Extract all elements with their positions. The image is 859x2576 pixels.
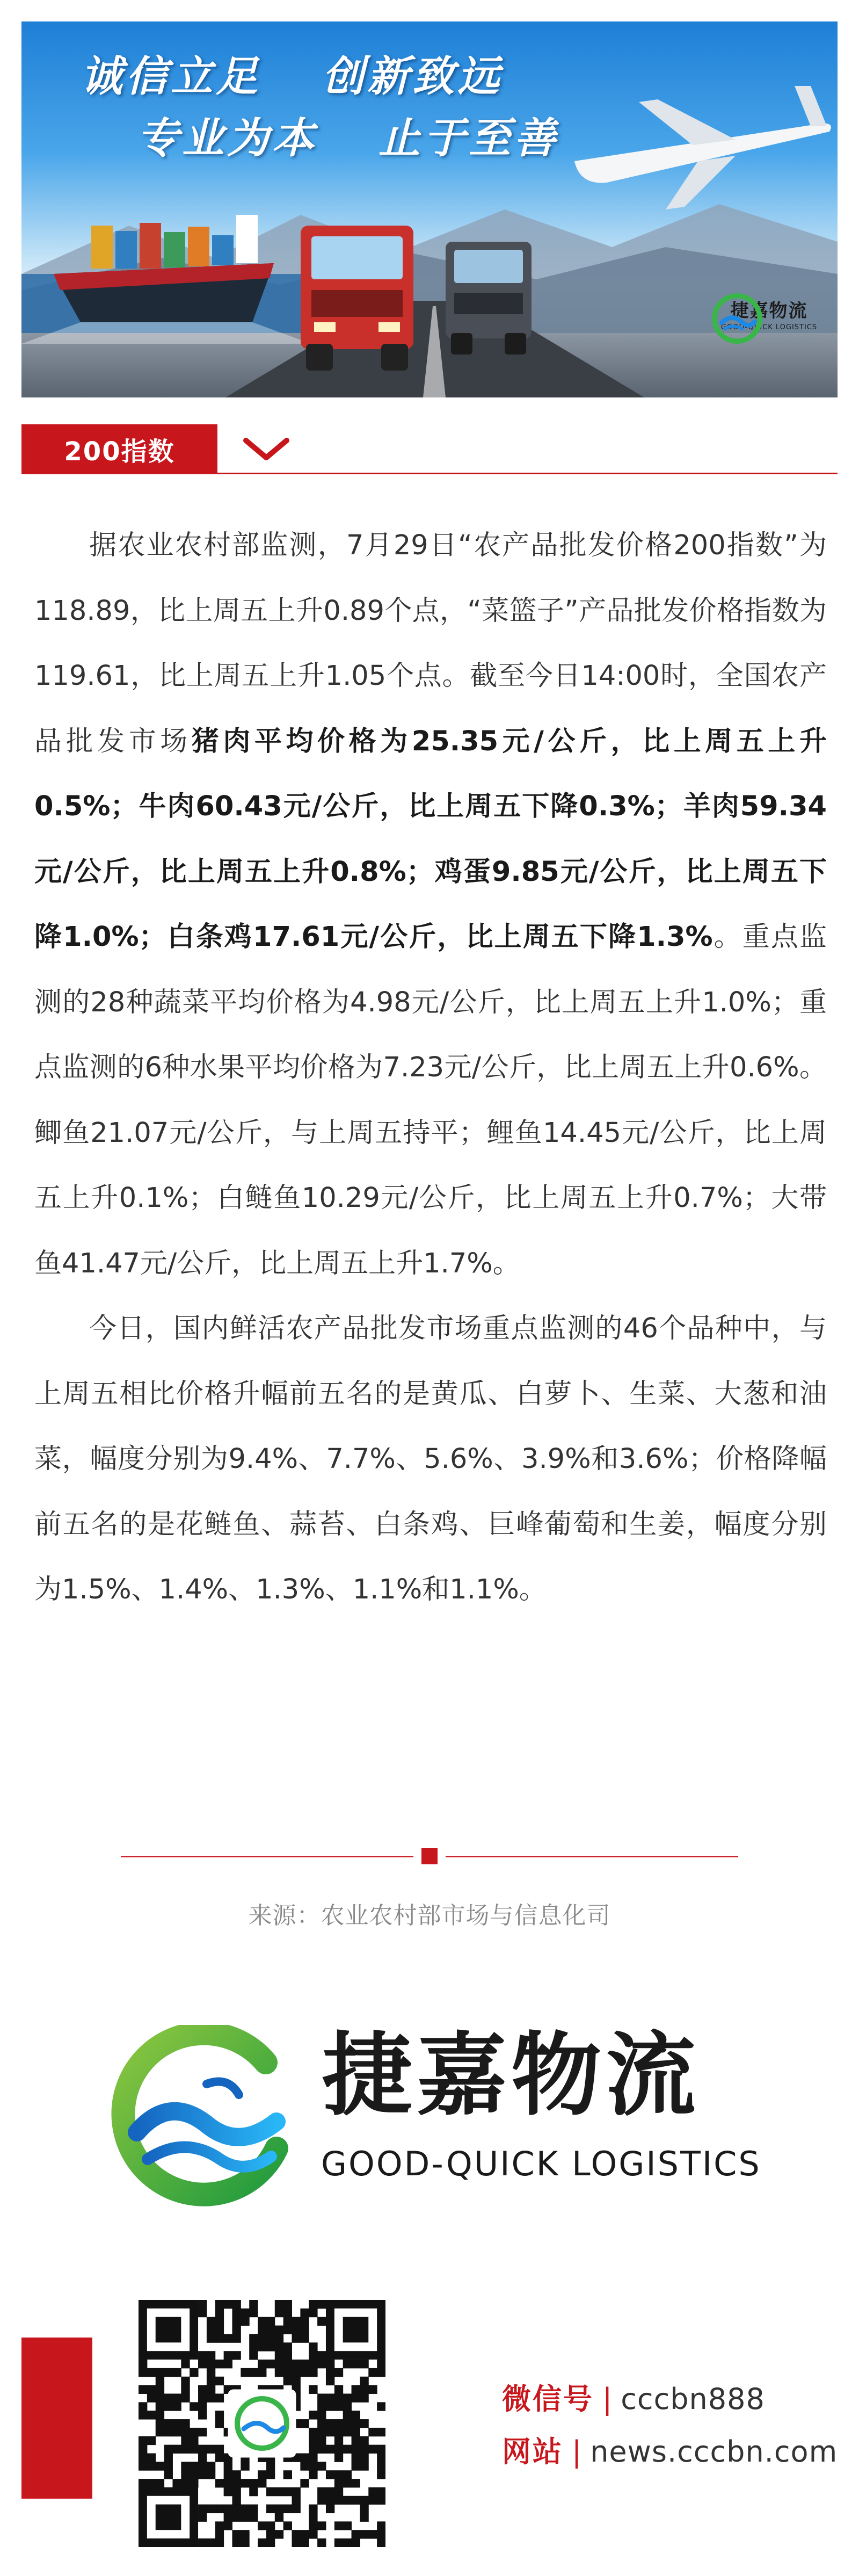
slogan-1: 诚信立足 [81, 52, 261, 101]
section-rule [21, 473, 838, 474]
wechat-label: 微信号 [502, 2382, 594, 2416]
banner-logo [711, 293, 827, 389]
truck-icon-2 [446, 242, 532, 354]
banner-logo-en: GOOD-QUICK LOGISTICS [720, 323, 818, 331]
slogan-3: 专业为本 [137, 114, 318, 163]
contact-block [502, 2373, 838, 2478]
divider-right [446, 1856, 738, 1857]
logo-mark-icon [711, 293, 763, 344]
site-separator: | [572, 2435, 582, 2469]
footer-accent-bar [21, 2338, 92, 2499]
section-tag: 200指数 [21, 424, 217, 474]
logo-mark-icon-large [105, 2025, 298, 2208]
divider-dot [421, 1848, 438, 1864]
p1-text-c: 。重点监测的28种蔬菜平均价格为4.98元/公斤，比上周五上升1.0%；重点监测的6种水果平均价格为7.23元/公斤，比上周五上升0.6%。鲫鱼21.07元/公斤，与上周五持平；鲤鱼14.45元/公斤，比上周五上升0.1%；白鲢鱼10.29元/公斤，比上周五上升0.7%；大带鱼41.47元/公斤，比上周五上升1.7%。 [34, 921, 827, 1279]
truck-icon [301, 226, 413, 371]
article-body [34, 513, 827, 1623]
site-label: 网站 [502, 2435, 563, 2469]
banner-logo-zh: 捷嘉物流 [730, 300, 808, 322]
qr-code[interactable] [139, 2300, 385, 2547]
paragraph-2: 今日，国内鲜活农产品批发市场重点监测的46个品种中，与上周五相比价格升幅前五名的是黄瓜、白萝卜、生菜、大葱和油菜，幅度分别为9.4%、7.7%、5.6%、3.9%和3.6%；价格降幅前五名的是花鲢鱼、蒜苔、白条鸡、巨峰葡萄和生姜，幅度分别为1.5%、1.4%、1.3%、1.1%和1.1%。 [34, 1313, 827, 1605]
source-credit: 来源：农业农村部市场与信息化司 [248, 1902, 611, 1929]
brand-name-en: GOOD-QUICK LOGISTICS [321, 2144, 761, 2183]
airplane-icon [574, 86, 831, 209]
wechat-id[interactable]: cccbn888 [621, 2382, 765, 2416]
wechat-row [502, 2373, 838, 2426]
site-url[interactable]: news.cccbn.com [590, 2435, 838, 2469]
site-row [502, 2426, 838, 2478]
slogan-2: 创新致远 [322, 52, 503, 101]
paragraph-1 [34, 513, 827, 1296]
slogan-4: 止于至善 [378, 114, 559, 163]
wechat-separator: | [602, 2382, 613, 2416]
p1-text-bold: 猪肉平均价格为25.35元/公斤，比上周五上升0.5%；牛肉60.43元/公斤，比上周五下降0.3%；羊肉59.34元/公斤，比上周五上升0.8%；鸡蛋9.85元/公斤，比上周五下降1.0%；白条鸡17.61元/公斤，比上周五下降1.3% [34, 725, 827, 953]
header-banner [21, 21, 838, 397]
chevron-down-icon[interactable] [241, 433, 292, 465]
divider-left [121, 1856, 413, 1857]
p1-text-a: 据农业农村部监测，7月29日“农产品批发价格200指数”为118.89，比上周五上升0.89个点，“菜篮子”产品批发价格指数为119.61，比上周五上升1.05个点。截至今日14:00时，全国农产品批发市场 [34, 530, 827, 757]
brand-name-zh: 捷嘉物流 [322, 2023, 700, 2128]
